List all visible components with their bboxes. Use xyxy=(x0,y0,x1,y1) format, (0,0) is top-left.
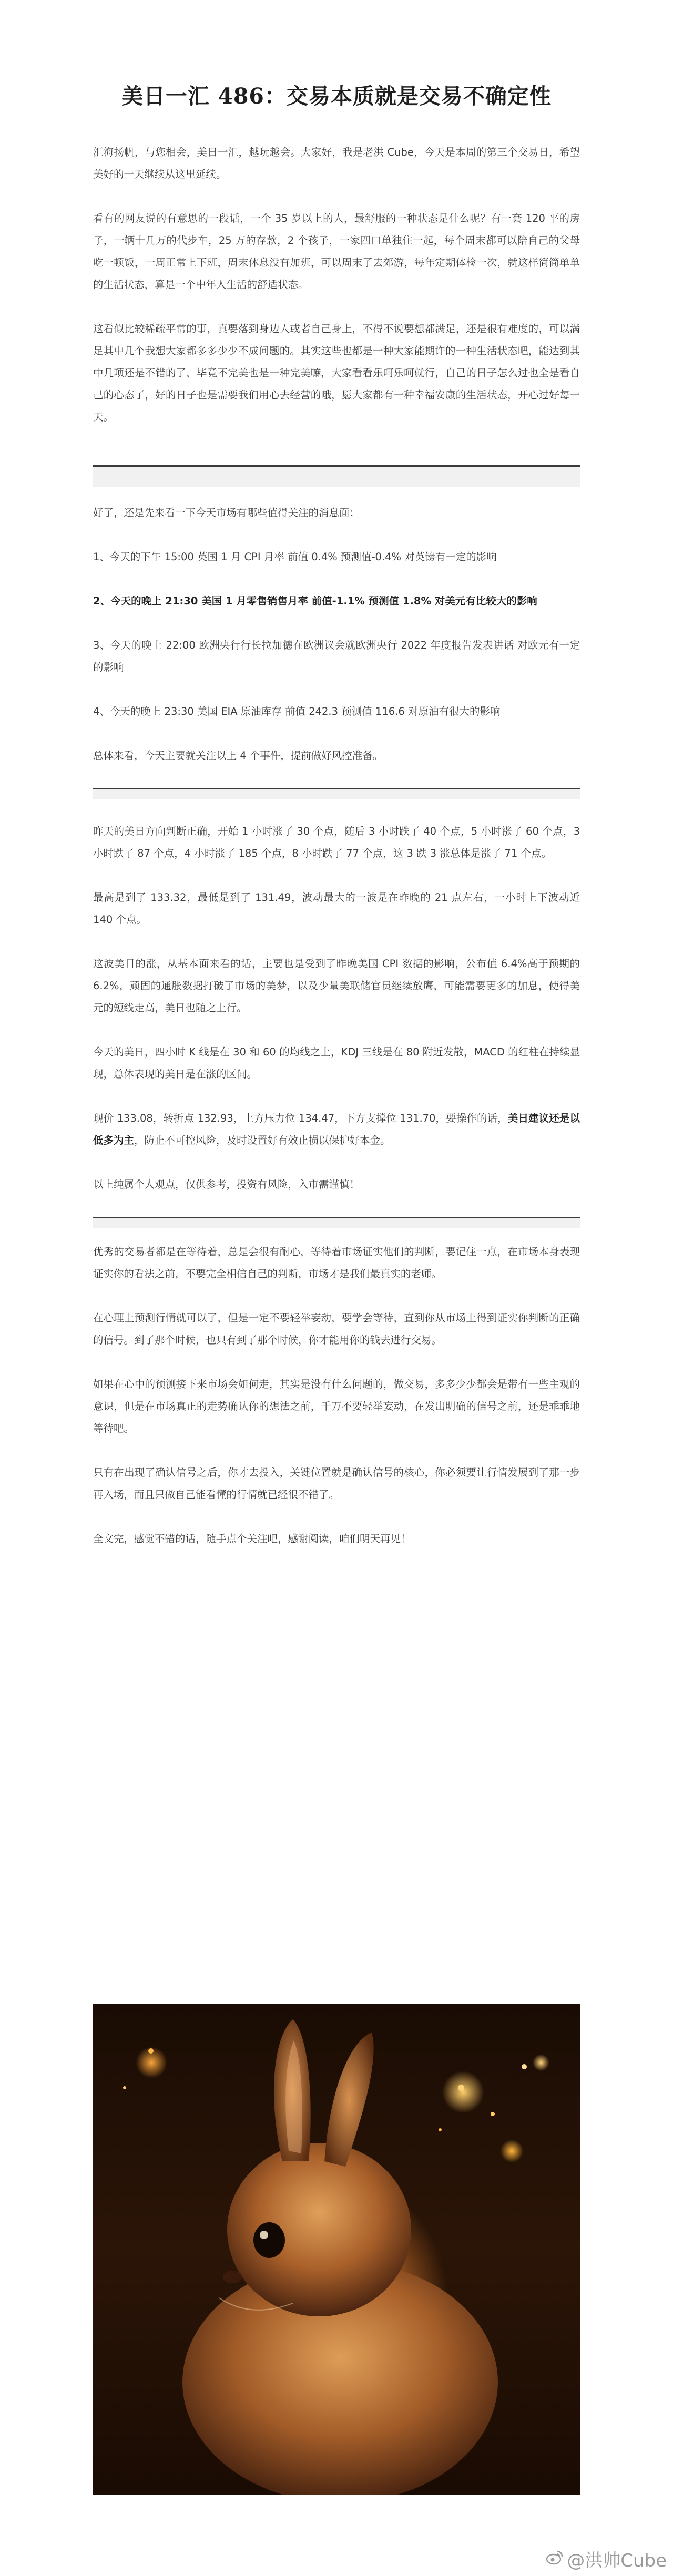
closing-paragraph-4: 只有在出现了确认信号之后，你才去投入，关键位置就是确认信号的核心，你必须要让行情发展到了那一步再入场，而且只做自己能看懂的行情就已经很不错了。 xyxy=(93,1466,580,1501)
strategy-recommendation: 美日建议还是以低多为主 xyxy=(93,1112,580,1146)
article-title: 美日一汇 486：交易本质就是交易不确定性 xyxy=(121,84,552,109)
section-divider xyxy=(93,465,580,487)
intro-paragraph-2: 看有的网友说的有意思的一段话，一个 35 岁以上的人，最舒服的一种状态是什么呢？有一套 120 平的房子，一辆十几万的代步车，25 万的存款，2 个孩子，一家四口单独住一起，每个周末都可以陪自己的父母吃一顿饭，一周正常上下班，周末休息没有加班，可以周末了去郊游，每年定期体检一次，就这样简简单单的生活状态，算是一个中年人生活的舒适状态。 xyxy=(93,212,580,291)
rabbit-photo xyxy=(93,2004,580,2495)
strategy-text: 现价 133.08，转折点 132.93，上方压力位 134.47，下方支撑位 131.70，要操作的话， xyxy=(93,1112,508,1124)
weibo-watermark xyxy=(546,2546,667,2572)
section-divider xyxy=(93,1217,580,1228)
closing-paragraph-2: 在心理上预测行情就可以了，但是一定不要轻举妄动，要学会等待，直到你从市场上得到证实你判断的正确的信号。到了那个时候，也只有到了那个时候，你才能用你的钱去进行交易。 xyxy=(93,1312,580,1346)
event-item-highlighted: 2、今天的晚上 21:30 美国 1 月零售销售月率 前值-1.1% 预测值 1.8% 对美元有比较大的影响 xyxy=(93,595,537,607)
closing-paragraph-1: 优秀的交易者都是在等待着，总是会很有耐心，等待着市场证实他们的判断，要记住一点，在市场本身表现证实你的看法之前，不要完全相信自己的判断，市场才是我们最真实的老师。 xyxy=(93,1246,580,1280)
events-intro: 好了，还是先来看一下今天市场有哪些值得关注的消息面： xyxy=(93,507,360,519)
closing-paragraph-5: 全文完，感觉不错的话，随手点个关注吧，感谢阅读，咱们明天再见！ xyxy=(93,1533,411,1545)
weibo-logo-icon xyxy=(546,2549,564,2570)
watermark-text: @洪帅Cube xyxy=(567,2550,667,2571)
event-item: 4、今天的晚上 23:30 美国 EIA 原油库存 前值 242.3 预测值 116.6 对原油有很大的影响 xyxy=(93,705,501,717)
closing-paragraph-3: 如果在心中的预测接下来市场会如何走，其实是没有什么问题的，做交易，多多少少都会是带有一些主观的意识，但是在市场真正的走势确认你的想法之前，千万不要轻举妄动，在发出明确的信号之前，还是乖乖地等待吧。 xyxy=(93,1378,580,1434)
analysis-paragraph-4: 今天的美日，四小时 K 线是在 30 和 60 的均线之上，KDJ 三线是在 80 附近发散，MACD 的红柱在持续显现，总体表现的美日是在涨的区间。 xyxy=(93,1046,580,1080)
strategy-tail: ，防止不可控风险，及时设置好有效止损以保护好本金。 xyxy=(134,1134,391,1146)
disclaimer: 以上纯属个人观点，仅供参考，投资有风险，入市需谨慎！ xyxy=(93,1178,360,1190)
section-divider xyxy=(93,788,580,799)
intro-paragraph-1: 汇海扬帆，与您相会，美日一汇，越玩越会。大家好，我是老洪 Cube，今天是本周的第三个交易日，希望美好的一天继续从这里延续。 xyxy=(93,146,580,180)
rabbit-illustration xyxy=(93,2004,580,2495)
event-item: 3、今天的晚上 22:00 欧洲央行行长拉加德在欧洲议会就欧洲央行 2022 年度报告发表讲话 对欧元有一定的影响 xyxy=(93,639,580,673)
article xyxy=(93,0,580,1550)
strategy-paragraph xyxy=(93,1107,580,1152)
analysis-paragraph-3: 这波美日的涨，从基本面来看的话，主要也是受到了昨晚美国 CPI 数据的影响，公布值 6.4%高于预期的 6.2%，顽固的通胀数据打破了市场的美梦，以及少量美联储官员继续放鹰，可能需要更多的加息，使得美元的短线走高，美日也随之上行。 xyxy=(93,958,580,1014)
analysis-paragraph-2: 最高是到了 133.32，最低是到了 131.49，波动最大的一波是在昨晚的 21 点左右，一小时上下波动近 140 个点。 xyxy=(93,891,580,926)
analysis-paragraph-1: 昨天的美日方向判断正确，开始 1 小时涨了 30 个点，随后 3 小时跌了 40 个点，5 小时涨了 60 个点，3 小时跌了 87 个点，4 小时涨了 185 个点，8 小时跌了 77 个点，这 3 跌 3 涨总体是涨了 71 个点。 xyxy=(93,825,580,859)
event-item: 1、今天的下午 15:00 英国 1 月 CPI 月率 前值 0.4% 预测值-0.4% 对英镑有一定的影响 xyxy=(93,551,497,563)
events-summary: 总体来看，今天主要就关注以上 4 个事件，提前做好风控准备。 xyxy=(93,750,383,762)
intro-paragraph-3: 这看似比较稀疏平常的事，真要落到身边人或者自己身上，不得不说要想都满足，还是很有难度的，可以满足其中几个我想大家都多多少少不成问题的。其实这些也都是一种大家能期许的一种生活状态吧，能达到其中几项还是不错的了，毕竟不完美也是一种完美嘛，大家看看乐呵乐呵就行，自己的日子怎么过也全是看自己的心态了，好的日子也是需要我们用心去经营的哦，愿大家都有一种幸福安康的生活状态，开心过好每一天。 xyxy=(93,323,580,423)
